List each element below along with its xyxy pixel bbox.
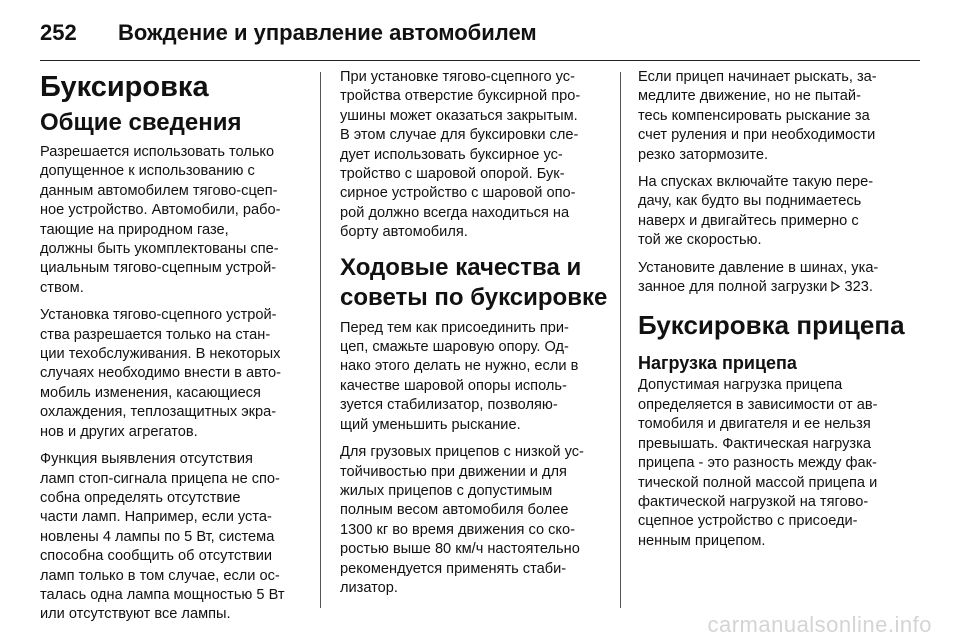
text-line: мобиль изменения, касающиеся [40, 384, 261, 401]
text-line: лизатор. [340, 579, 398, 596]
text-line: рой должно всегда находиться на [340, 204, 570, 221]
text-line: ростью выше 80 км/ч настоятельно [340, 541, 580, 558]
paragraph-tire-pressure [638, 259, 910, 298]
section-title-towing: Буксировка [40, 71, 209, 103]
paragraph-lamp-detection [40, 450, 312, 625]
section-subtitle-general: Общие сведения [40, 109, 242, 136]
text-line: тесь компенсировать рыскание за [638, 107, 870, 124]
text-line: счет руления и при необходимости [638, 127, 876, 144]
text-line: части ламп. Например, если уста- [40, 509, 272, 526]
text-line: наверх и двигайтесь примерно с [638, 212, 859, 229]
text-line: случаях необходимо внести в авто- [40, 365, 282, 382]
text-line: томобиля и двигателя и ее нельзя [638, 416, 871, 433]
text-line: рекомендуется применять стаби- [340, 560, 567, 577]
paragraph-approved-hitch [40, 143, 312, 298]
text-line: фактической нагрузкой на тягово- [638, 493, 869, 510]
text-fragment: занное для полной загрузки [638, 279, 828, 296]
text-line: щий уменьшить рыскание. [340, 416, 521, 433]
page-number: 252 [40, 20, 77, 45]
heading-line: Ходовые качества и [340, 253, 582, 281]
text-line: Установите давление в шинах, ука- [638, 259, 879, 276]
header-rule [40, 60, 920, 61]
text-line: той же скоростью. [638, 232, 762, 249]
section-heading-trailer-towing: Буксировка прицепа [638, 310, 905, 341]
section-heading-driving-tips [340, 253, 612, 313]
text-line: При установке тягово-сцепного ус- [340, 69, 575, 85]
text-line: полным весом автомобиля более [340, 502, 569, 519]
text-line: дует использовать буксирное ус- [340, 146, 563, 163]
text-line: ненным прицепом. [638, 532, 766, 549]
text-line: должны быть укомплектованы спе- [40, 241, 279, 258]
column-divider-1 [320, 72, 321, 608]
paragraph-installation [40, 306, 312, 442]
text-line: определяется в зависимости от ав- [638, 396, 878, 413]
text-line: сирное устройство с шаровой опо- [340, 185, 576, 202]
heading-line: советы по буксировке [340, 283, 608, 311]
text-line: жилых прицепов с допустимым [340, 482, 553, 499]
text-line: ции техобслуживания. В некоторых [40, 346, 281, 363]
paragraph-towing-eye [340, 68, 612, 243]
text-line: борту автомобиля. [340, 224, 468, 241]
paragraph-downhill [638, 173, 910, 251]
text-line: медлите движение, но не пытай- [638, 88, 861, 105]
page-reference-link[interactable]: 323. [844, 279, 873, 296]
text-line: На спусках включайте такую пере- [638, 174, 874, 191]
paragraph-stabilizer [340, 443, 612, 598]
text-line: нов и других агрегатов. [40, 423, 198, 440]
column-1 [40, 68, 312, 633]
text-line: допущенное к использованию с [40, 163, 255, 180]
column-2 [340, 68, 612, 606]
text-line: ламп только в том случае, если ос- [40, 567, 280, 584]
text-line: дачу, как будто вы поднимаетесь [638, 193, 862, 210]
text-line: резко затормозите. [638, 146, 769, 163]
text-line: Функция выявления отсутствия [40, 451, 253, 468]
text-line: собна определять отсутствие [40, 489, 241, 506]
text-line: сцепное устройство с присоеди- [638, 513, 858, 530]
text-line: ства разрешается только на стан- [40, 326, 271, 343]
text-line: талась одна лампа мощностью 5 Вт [40, 586, 285, 603]
text-line: циальным тягово-сцепным устрой- [40, 260, 277, 277]
text-line: Допустимая нагрузка прицепа [638, 377, 843, 394]
text-line: ламп стоп-сигнала прицепа не спо- [40, 470, 280, 487]
text-line: Перед тем как присоединить при- [340, 319, 569, 336]
paragraph-grease-ball [340, 319, 612, 435]
text-line [638, 278, 910, 297]
text-line: тройства отверстие буксирной про- [340, 88, 581, 105]
text-line: Разрешается использовать только [40, 144, 275, 160]
chapter-title: Вождение и управление автомобилем [118, 20, 537, 45]
subsection-heading-trailer-load: Нагрузка прицепа [638, 353, 797, 374]
text-line: тической полной массой прицепа и [638, 474, 878, 491]
text-line: тающие на природном газе, [40, 221, 229, 238]
text-line: тройство с шаровой опорой. Бук- [340, 166, 565, 183]
text-line: 1300 кг во время движения со ско- [340, 521, 575, 538]
text-line: тойчивостью при движении и для [340, 463, 567, 480]
text-line: зуется стабилизатор, позволяю- [340, 397, 558, 414]
footer-watermark: carmanualsonline.info [707, 612, 932, 637]
text-line: прицепа - это разность между фак- [638, 455, 877, 472]
page-header [40, 10, 920, 56]
column-divider-2 [620, 72, 621, 608]
text-line: цеп, смажьте шаровую опору. Од- [340, 339, 569, 356]
text-line: новлены 4 лампы по 5 Вт, система [40, 528, 275, 545]
text-line: ством. [40, 279, 84, 296]
text-line: Установка тягово-сцепного устрой- [40, 307, 277, 324]
text-line: ное устройство. Автомобили, рабо- [40, 202, 281, 219]
column-3 [638, 68, 910, 559]
text-line: качестве шаровой опоры исполь- [340, 377, 567, 394]
text-line: или отсутствуют все лампы. [40, 606, 231, 623]
text-line: способна сообщить об отсутствии [40, 548, 273, 565]
text-line: нако этого делать не нужно, если в [340, 358, 579, 375]
text-line: охлаждения, теплозащитных экра- [40, 404, 277, 421]
text-line: В этом случае для буксировки сле- [340, 127, 579, 144]
paragraph-trailer-load [638, 376, 910, 551]
text-line: Для грузовых прицепов с низкой ус- [340, 444, 584, 461]
text-line: ушины может оказаться закрытым. [340, 107, 578, 124]
text-line: данным автомобилем тягово-сцеп- [40, 182, 278, 199]
text-line: превышать. Фактическая нагрузка [638, 435, 871, 452]
paragraph-sway [638, 68, 910, 165]
page-reference-icon [831, 281, 840, 292]
text-line: Если прицеп начинает рыскать, за- [638, 69, 877, 85]
